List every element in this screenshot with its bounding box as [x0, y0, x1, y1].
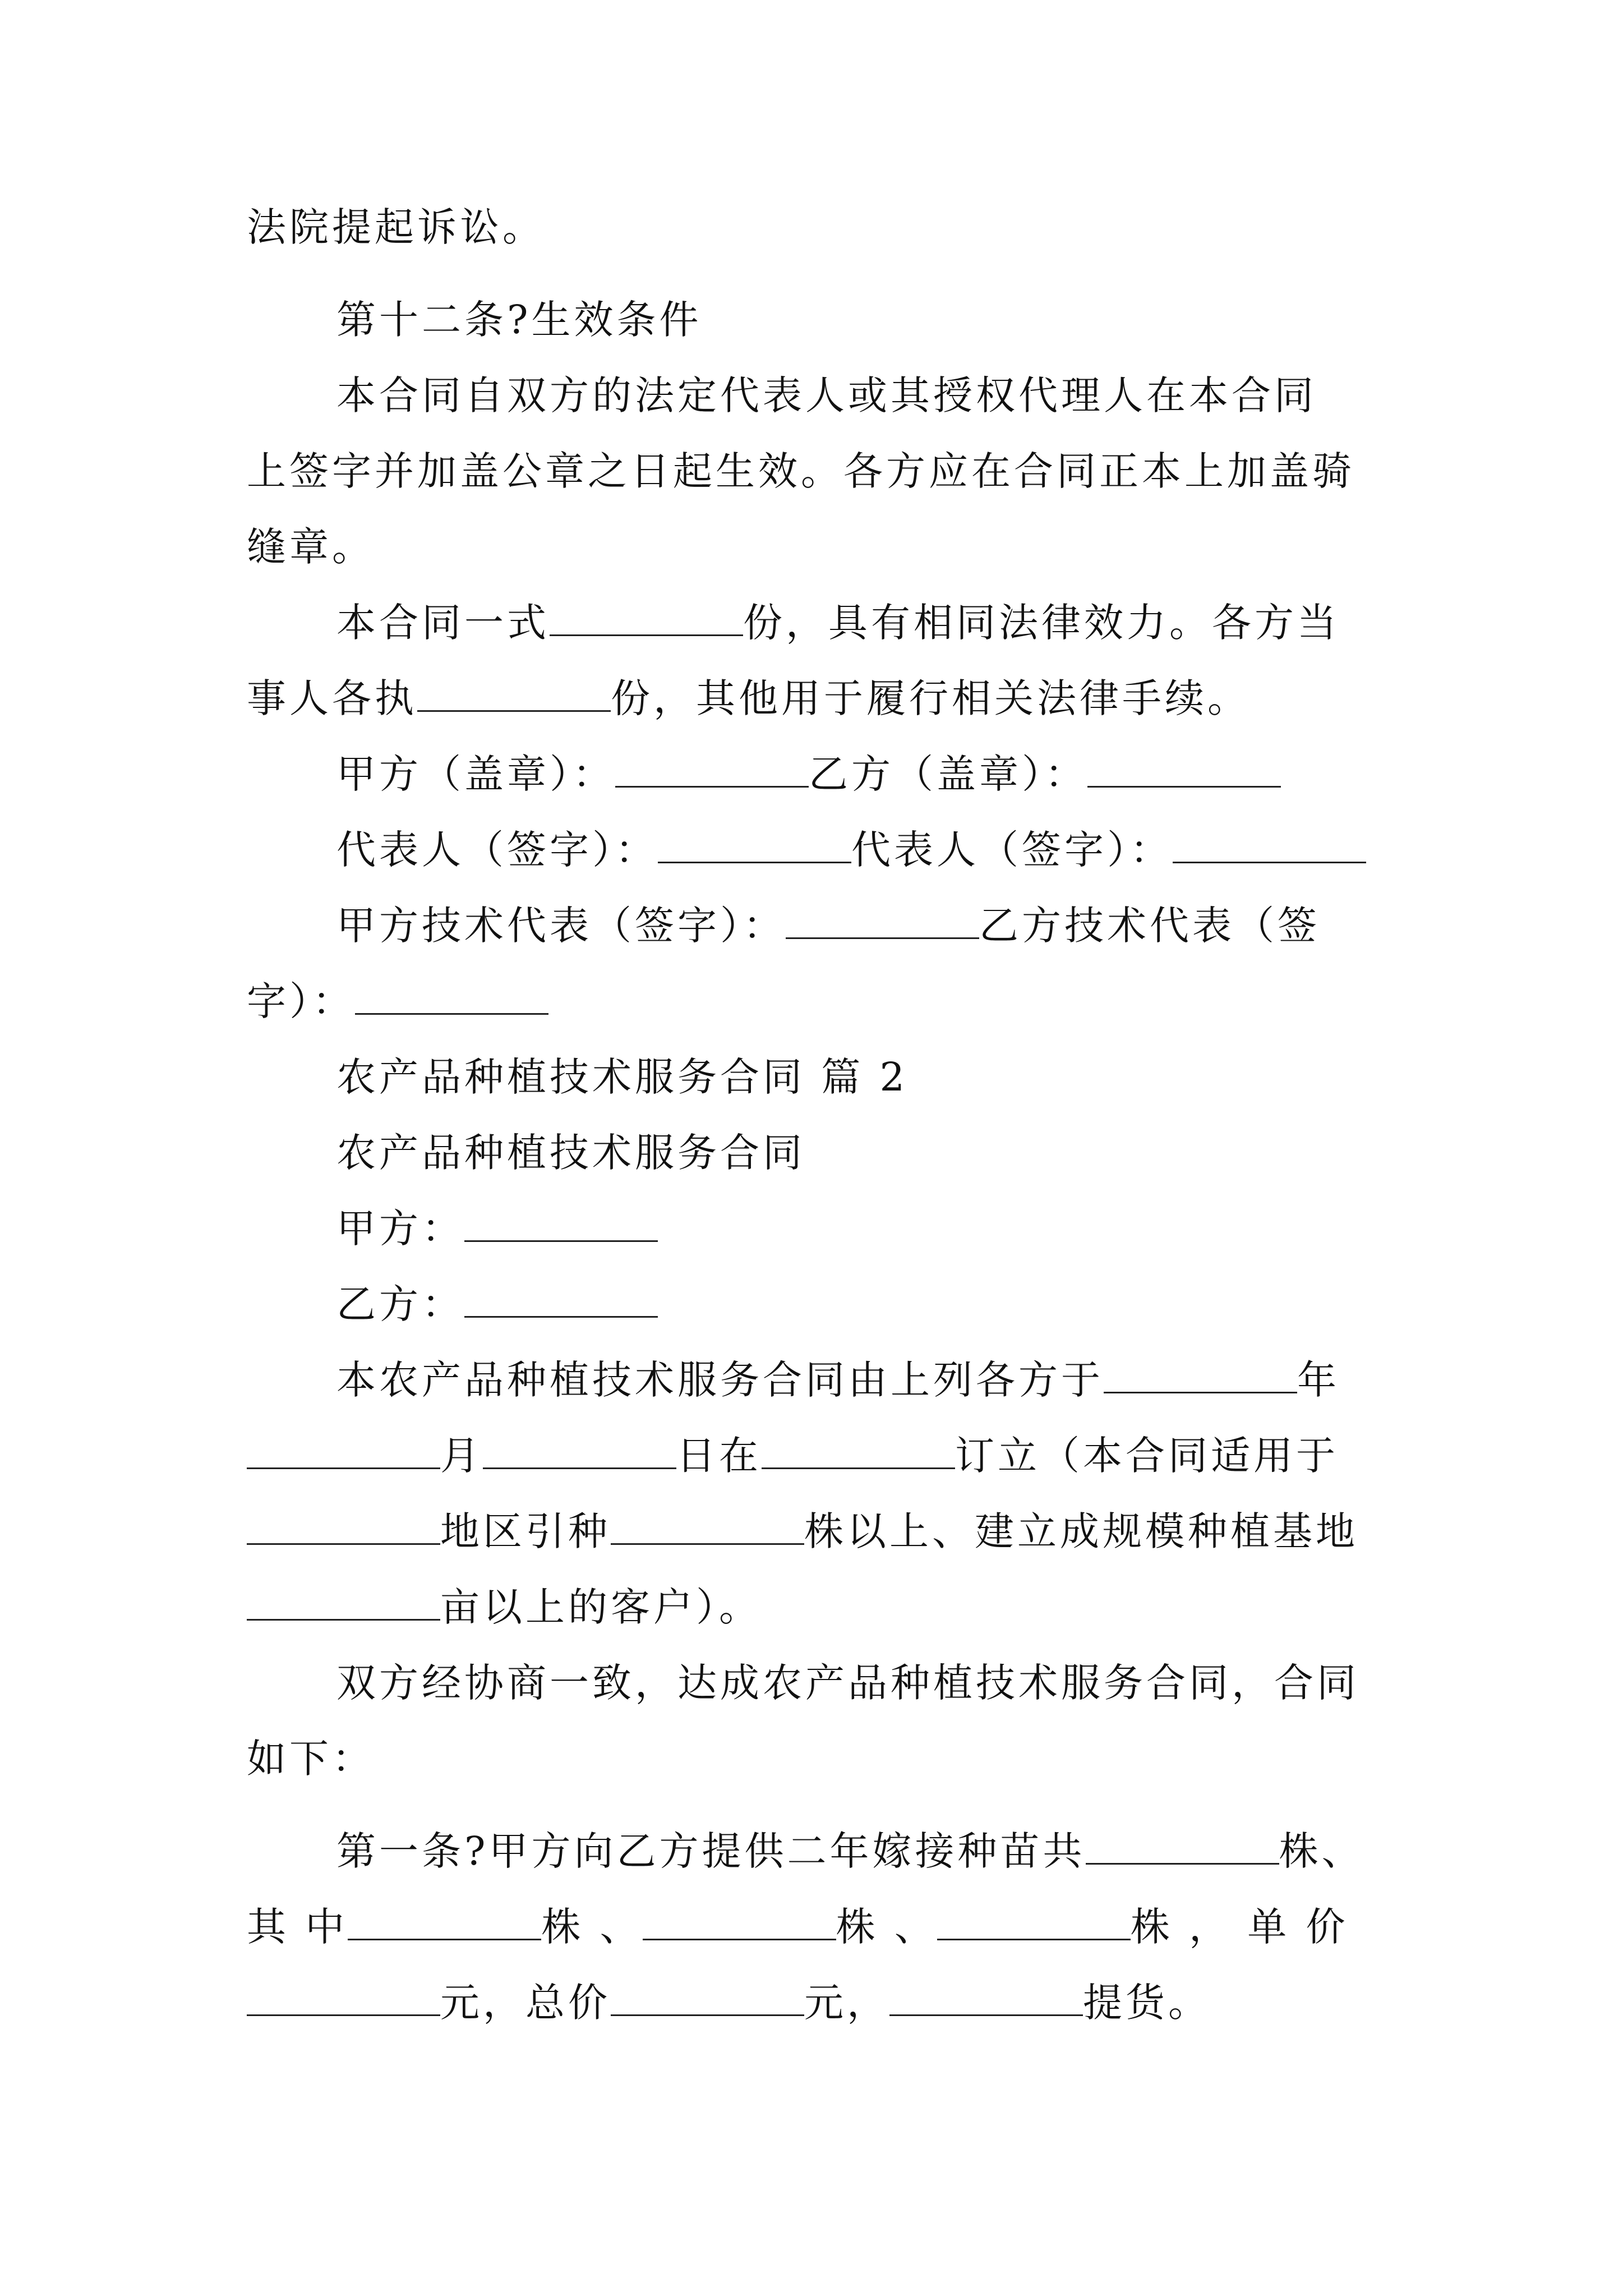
fill-blank[interactable]	[464, 1201, 658, 1242]
text-line: 本合同自双方的法定代表人或其授权代理人在本合同	[336, 372, 1317, 418]
signature-line: 甲方技术代表（签字）： 乙方技术代表（签	[336, 898, 1380, 954]
text-line: 本合同一式 份，具有相同法律效力。各方当	[336, 595, 1380, 651]
text-line: 其 中 株 、 株 、 株 ， 单 价	[247, 1899, 1380, 1955]
text-line: 地区引种 株以上、建立成规模种植基地	[247, 1503, 1380, 1559]
fill-blank[interactable]	[615, 747, 809, 788]
party-b-line: 乙方：	[336, 1276, 1380, 1332]
fill-blank[interactable]	[1104, 1352, 1297, 1393]
party-a-line: 甲方：	[336, 1200, 1380, 1257]
fill-blank[interactable]	[1087, 747, 1281, 788]
fill-blank[interactable]	[247, 1428, 440, 1469]
text-line: 本农产品种植技术服务合同由上列各方于 年	[336, 1352, 1380, 1408]
text-line: 元，总价 元， 提货。	[247, 1975, 1380, 2031]
fill-blank[interactable]	[348, 1899, 541, 1940]
text-line: 月 日在 订立（本合同适用于	[247, 1428, 1380, 1484]
text-line: 事人各执 份，其他用于履行相关法律手续。	[247, 670, 1380, 726]
fill-blank[interactable]	[762, 1428, 955, 1469]
fill-blank[interactable]	[550, 595, 743, 636]
fill-blank[interactable]	[889, 1975, 1083, 2016]
fill-blank[interactable]	[247, 1580, 440, 1621]
fill-blank[interactable]	[247, 1504, 440, 1545]
fill-blank[interactable]	[355, 974, 548, 1015]
fill-blank[interactable]	[483, 1428, 676, 1469]
fill-blank[interactable]	[1086, 1824, 1279, 1865]
text-line: 双方经协商一致，达成农产品种植技术服务合同，合同	[336, 1660, 1359, 1706]
article-line: 第一条?甲方向乙方提供二年嫁接种苗共 株、	[336, 1823, 1380, 1879]
text-line: 缝章。	[247, 524, 375, 570]
fill-blank[interactable]	[786, 898, 979, 939]
fill-blank[interactable]	[247, 1975, 440, 2016]
fill-blank[interactable]	[611, 1504, 804, 1545]
text-line: 法院提起诉讼。	[247, 204, 545, 250]
signature-line: 甲方（盖章）： 乙方（盖章）：	[336, 746, 1380, 802]
article-heading: 第十二条?生效条件	[336, 297, 702, 343]
text-line: 上签字并加盖公章之日起生效。各方应在合同正本上加盖骑	[247, 448, 1355, 494]
text-line: 亩以上的客户）。	[247, 1579, 1380, 1635]
fill-blank[interactable]	[611, 1975, 804, 2016]
signature-line: 字）：	[247, 973, 1380, 1029]
fill-blank[interactable]	[643, 1899, 836, 1940]
text-line: 如下：	[247, 1736, 375, 1782]
fill-blank[interactable]	[464, 1277, 658, 1318]
fill-blank[interactable]	[1173, 822, 1366, 863]
fill-blank[interactable]	[658, 822, 851, 863]
contract-title: 农产品种植技术服务合同	[336, 1130, 805, 1176]
fill-blank[interactable]	[417, 671, 611, 712]
signature-line: 代表人（签字）： 代表人（签字）：	[336, 822, 1380, 878]
section-title: 农产品种植技术服务合同 篇 2	[336, 1054, 909, 1100]
fill-blank[interactable]	[937, 1899, 1131, 1940]
